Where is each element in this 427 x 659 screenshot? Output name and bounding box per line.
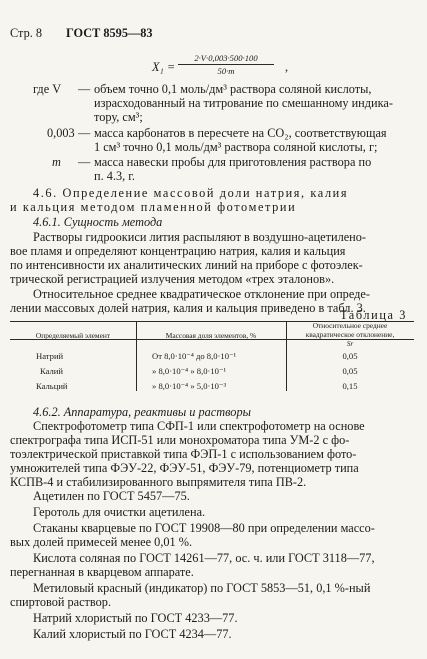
- table-cell-element: Натрий: [36, 351, 64, 361]
- where-dash-m: —: [78, 155, 91, 169]
- paragraph-line: тоэлектрической приставкой типа ФЭП-1 с использованием фото-: [10, 447, 357, 461]
- item-line: вых долей примесей менее 0,01 %.: [10, 535, 193, 549]
- paragraph-line: вое пламя и определяют концентрацию натрия, калия и кальция: [10, 244, 346, 258]
- where-cont: 1 см³ точно 0,1 моль/дм³ раствора соляной кислоты, г;: [94, 140, 378, 154]
- formula-fraction-bar: [178, 64, 274, 65]
- paragraph-line: спектрографа типа ИСП-51 или монохроматора типа УМ-2 с фо-: [10, 433, 350, 447]
- where-sym-m: m: [52, 155, 61, 169]
- item-line: Кислота соляная по ГОСТ 14261—77, ос. ч. или ГОСТ 3118—77,: [33, 551, 375, 565]
- table-cell-element: Калий: [40, 366, 63, 376]
- item-line: спиртовой раствор.: [10, 595, 112, 609]
- where-cont: израсходованный на титрование по смешанному индика-: [94, 96, 393, 110]
- paragraph-line: по интенсивности их аналитических линий на приборе с фотоэлек-: [10, 258, 363, 272]
- standard-code: ГОСТ 8595—83: [66, 26, 153, 40]
- item-line: Метиловый красный (индикатор) по ГОСТ 5853—51, 0,1 %-ный: [33, 581, 371, 595]
- paragraph-line: КСПВ-4 и стабилизированного выпрямителя типа ПВ-2.: [10, 475, 307, 489]
- paragraph-line: Относительное среднее квадратическое отклонение при опреде-: [33, 287, 370, 301]
- item-line: Натрий хлористый по ГОСТ 4233—77.: [33, 611, 238, 625]
- where-dash-v: —: [78, 82, 91, 96]
- table-cell-range: От 8,0·10⁻⁴ до 8,0·10⁻¹: [152, 351, 237, 361]
- table-cell-sr: 0,05: [342, 351, 358, 361]
- where-text-v: объем точно 0,1 моль/дм³ раствора соляной кислоты,: [94, 82, 372, 96]
- item-line: Ацетилен по ГОСТ 5457—75.: [33, 489, 190, 503]
- table-cell-range: » 8,0·10⁻⁴ » 8,0·10⁻¹: [152, 366, 227, 376]
- item-line: перегнанная в кварцевом аппарате.: [10, 565, 194, 579]
- paragraph-line: лении массовых долей натрия, калия и кальция приведено в табл. 3.: [10, 301, 366, 315]
- formula-numerator: 2·V·0,003·500·100: [194, 53, 258, 63]
- page-number: Стр. 8: [10, 26, 43, 40]
- where-cont: п. 4.3, г.: [94, 169, 135, 183]
- formula-lhs: X₁ =: [152, 60, 176, 74]
- where-sym-0003: 0,003: [47, 126, 75, 140]
- table-caption: Таблица 3: [340, 308, 407, 322]
- paragraph-line: Спектрофотометр типа СФП-1 или спектрофотометр на основе: [33, 419, 365, 433]
- section-heading-line: 4.6. Определение массовой доли натрия, калия: [33, 186, 349, 200]
- table-header-element: Определяемый элемент: [35, 331, 111, 340]
- table-cell-range: » 8,0·10⁻⁴ » 5,0·10⁻³: [152, 381, 227, 391]
- where-text-m: масса навески пробы для приготовления раствора по: [94, 155, 372, 169]
- paragraph-line: Растворы гидроокиси лития распыляют в воздушно-ацетилено-: [33, 230, 367, 244]
- where-sym-v: где V: [33, 82, 62, 96]
- where-text-0003: масса карбонатов в пересчете на CO₂, соответствующая: [94, 126, 387, 140]
- subsection-heading: 4.6.2. Аппаратура, реактивы и растворы: [33, 405, 251, 419]
- table-cell-sr: 0,15: [342, 381, 358, 391]
- table-cell-element: Кальций: [36, 381, 68, 391]
- where-dash-0003: —: [78, 126, 91, 140]
- item-line: Калий хлористый по ГОСТ 4234—77.: [33, 627, 232, 641]
- item-line: Геротоль для очистки ацетилена.: [33, 505, 206, 519]
- formula-tail: ,: [285, 60, 289, 74]
- section-heading-line: и кальция методом пламенной фотометрии: [10, 200, 297, 214]
- formula-denominator: 50·m: [217, 66, 235, 76]
- where-cont: тору, см³;: [94, 110, 143, 124]
- paragraph-line: умножителей типа ФЭУ-22, ФЭУ-51, ФЭУ-79, потенциометр типа: [10, 461, 359, 475]
- item-line: Стаканы кварцевые по ГОСТ 19908—80 при определении массо-: [33, 521, 375, 535]
- table-header-fraction: Массовая доля элементов, %: [165, 331, 257, 340]
- table-header-sr-symbol: Sr: [346, 339, 354, 348]
- table-cell-sr: 0,05: [342, 366, 358, 376]
- paragraph-line: трической регистрацией излучения методом «трех эталонов».: [10, 272, 335, 286]
- table-header-sr: квадратическое отклонение,: [305, 330, 395, 339]
- subsection-heading: 4.6.1. Сущность метода: [33, 215, 163, 229]
- table-header-sr: Относительное среднее: [312, 321, 388, 330]
